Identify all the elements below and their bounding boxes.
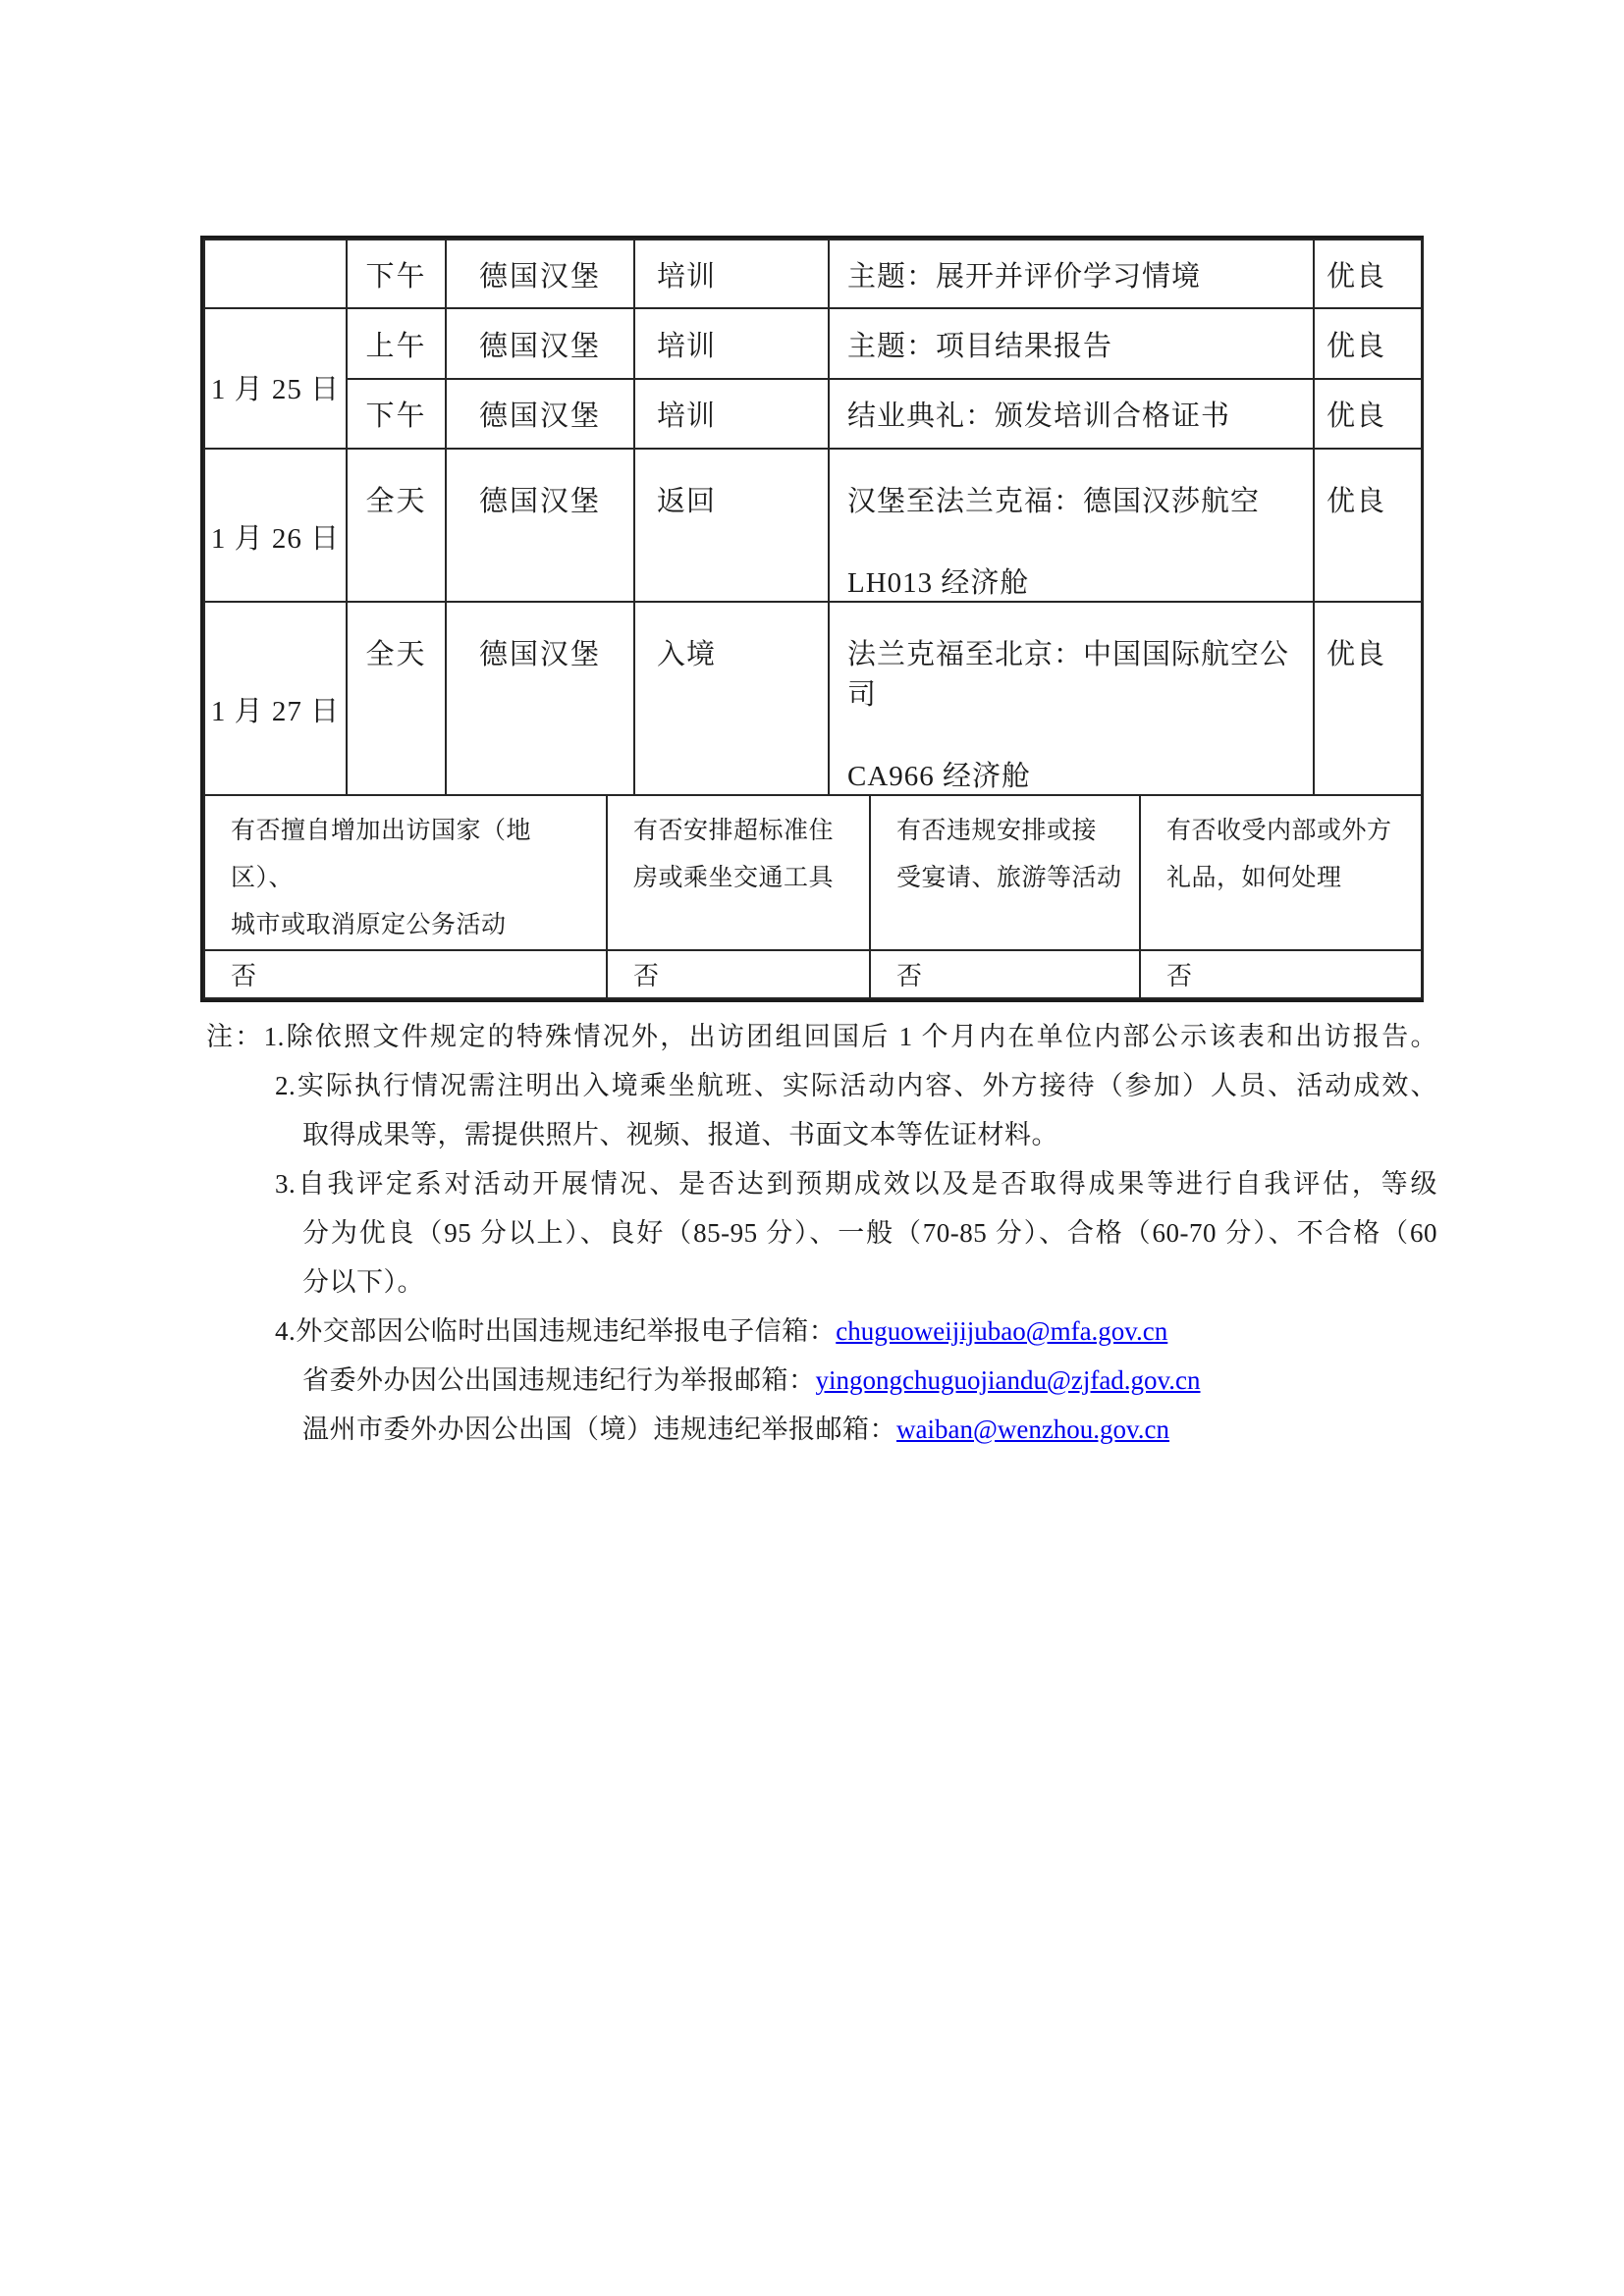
date-cell: 1 月 27 日	[204, 602, 347, 795]
schedule-row	[204, 240, 1422, 308]
schedule-row	[204, 308, 1422, 379]
notes-section	[200, 1012, 1437, 1454]
note-label-province: 省委外办因公出国违规违纪行为举报邮箱：	[302, 1365, 816, 1395]
location-cell: 德国汉堡	[446, 308, 634, 379]
time-cell: 下午	[347, 379, 446, 449]
location-cell: 德国汉堡	[446, 449, 634, 602]
activity-cell: 培训	[634, 308, 829, 379]
question-line: 有否收受内部或外方	[1166, 818, 1392, 844]
wenzhou-report-email-link[interactable]: waiban@wenzhou.gov.cn	[896, 1415, 1170, 1444]
time-cell: 上午	[347, 308, 446, 379]
date-cell: 1 月 25 日	[204, 308, 347, 449]
note-line-2: 2.实际执行情况需注明出入境乘坐航班、实际活动内容、外方接待（参加）人员、活动成效、	[275, 1071, 1437, 1100]
description-cell	[829, 449, 1314, 602]
date-cell: 1 月 26 日	[204, 449, 347, 602]
question-line: 城市或取消原定公务活动	[231, 912, 507, 938]
note-label-mfa: 4.外交部因公临时出国违规违纪举报电子信箱：	[275, 1316, 837, 1346]
question-line: 礼品，如何处理	[1166, 865, 1342, 891]
description-cell	[829, 602, 1314, 795]
note-line-4-cont	[200, 1356, 1437, 1405]
question-line: 有否安排超标准住	[633, 818, 835, 844]
flight-number-text: LH013 经济舱	[847, 567, 1030, 599]
question-line: 受宴请、旅游等活动	[896, 865, 1122, 891]
note-line-3: 3.自我评定系对活动开展情况、是否达到预期成效以及是否取得成果等进行自我评估，等级	[275, 1169, 1437, 1199]
description-cell: 主题：展开并评价学习情境	[829, 240, 1314, 308]
question-line: 房或乘坐交通工具	[633, 865, 835, 891]
question-line: 有否擅自增加出访国家（地区）、	[231, 818, 532, 891]
note-line-3-cont2: 分以下）。	[302, 1267, 424, 1297]
flight-route-text: 法兰克福至北京：中国国际航空公司	[847, 639, 1290, 711]
time-cell: 下午	[347, 240, 446, 308]
location-cell: 德国汉堡	[446, 602, 634, 795]
compliance-answer-row	[204, 950, 1422, 998]
description-cell: 结业典礼：颁发培训合格证书	[829, 379, 1314, 449]
province-report-email-link[interactable]: yingongchuguojiandu@zjfad.gov.cn	[815, 1365, 1201, 1395]
compliance-question	[204, 795, 607, 950]
rating-cell: 优良	[1314, 379, 1422, 449]
location-cell: 德国汉堡	[446, 240, 634, 308]
question-line: 有否违规安排或接	[896, 818, 1098, 844]
note-line-1: 注：1.除依照文件规定的特殊情况外，出访团组回国后 1 个月内在单位内部公示该表和出访报告。	[206, 1022, 1437, 1051]
activity-cell: 培训	[634, 240, 829, 308]
rating-cell: 优良	[1314, 602, 1422, 795]
schedule-row	[204, 379, 1422, 449]
note-line-3-cont: 分为优良（95 分以上）、良好（85-95 分）、一般（70-85 分）、合格（60-70 分）、不合格（60	[302, 1218, 1437, 1248]
mfa-report-email-link[interactable]: chuguoweijijubao@mfa.gov.cn	[836, 1316, 1168, 1346]
compliance-question	[1140, 795, 1422, 950]
flight-route-text: 汉堡至法兰克福：德国汉莎航空	[847, 486, 1261, 517]
date-cell	[204, 240, 347, 308]
description-cell: 主题：项目结果报告	[829, 308, 1314, 379]
rating-cell: 优良	[1314, 308, 1422, 379]
schedule-row	[204, 449, 1422, 602]
note-line-4	[200, 1307, 1437, 1356]
itinerary-table	[200, 236, 1424, 1002]
note-line-2-cont: 取得成果等，需提供照片、视频、报道、书面文本等佐证材料。	[302, 1120, 1058, 1149]
flight-number-text: CA966 经济舱	[847, 761, 1032, 792]
compliance-question-row	[204, 795, 1422, 950]
location-cell: 德国汉堡	[446, 379, 634, 449]
schedule-table	[203, 239, 1423, 796]
activity-cell: 入境	[634, 602, 829, 795]
compliance-answer: 否	[607, 950, 870, 998]
compliance-answer: 否	[870, 950, 1140, 998]
compliance-question	[607, 795, 870, 950]
rating-cell: 优良	[1314, 240, 1422, 308]
compliance-table	[203, 794, 1423, 999]
time-cell: 全天	[347, 602, 446, 795]
document-content	[200, 236, 1437, 1454]
compliance-answer: 否	[1140, 950, 1422, 998]
activity-cell: 返回	[634, 449, 829, 602]
rating-cell: 优良	[1314, 449, 1422, 602]
activity-cell: 培训	[634, 379, 829, 449]
schedule-row	[204, 602, 1422, 795]
compliance-answer: 否	[204, 950, 607, 998]
compliance-question	[870, 795, 1140, 950]
note-line-4-cont2	[200, 1405, 1437, 1454]
note-label-wenzhou: 温州市委外办因公出国（境）违规违纪举报邮箱：	[302, 1415, 896, 1444]
time-cell: 全天	[347, 449, 446, 602]
